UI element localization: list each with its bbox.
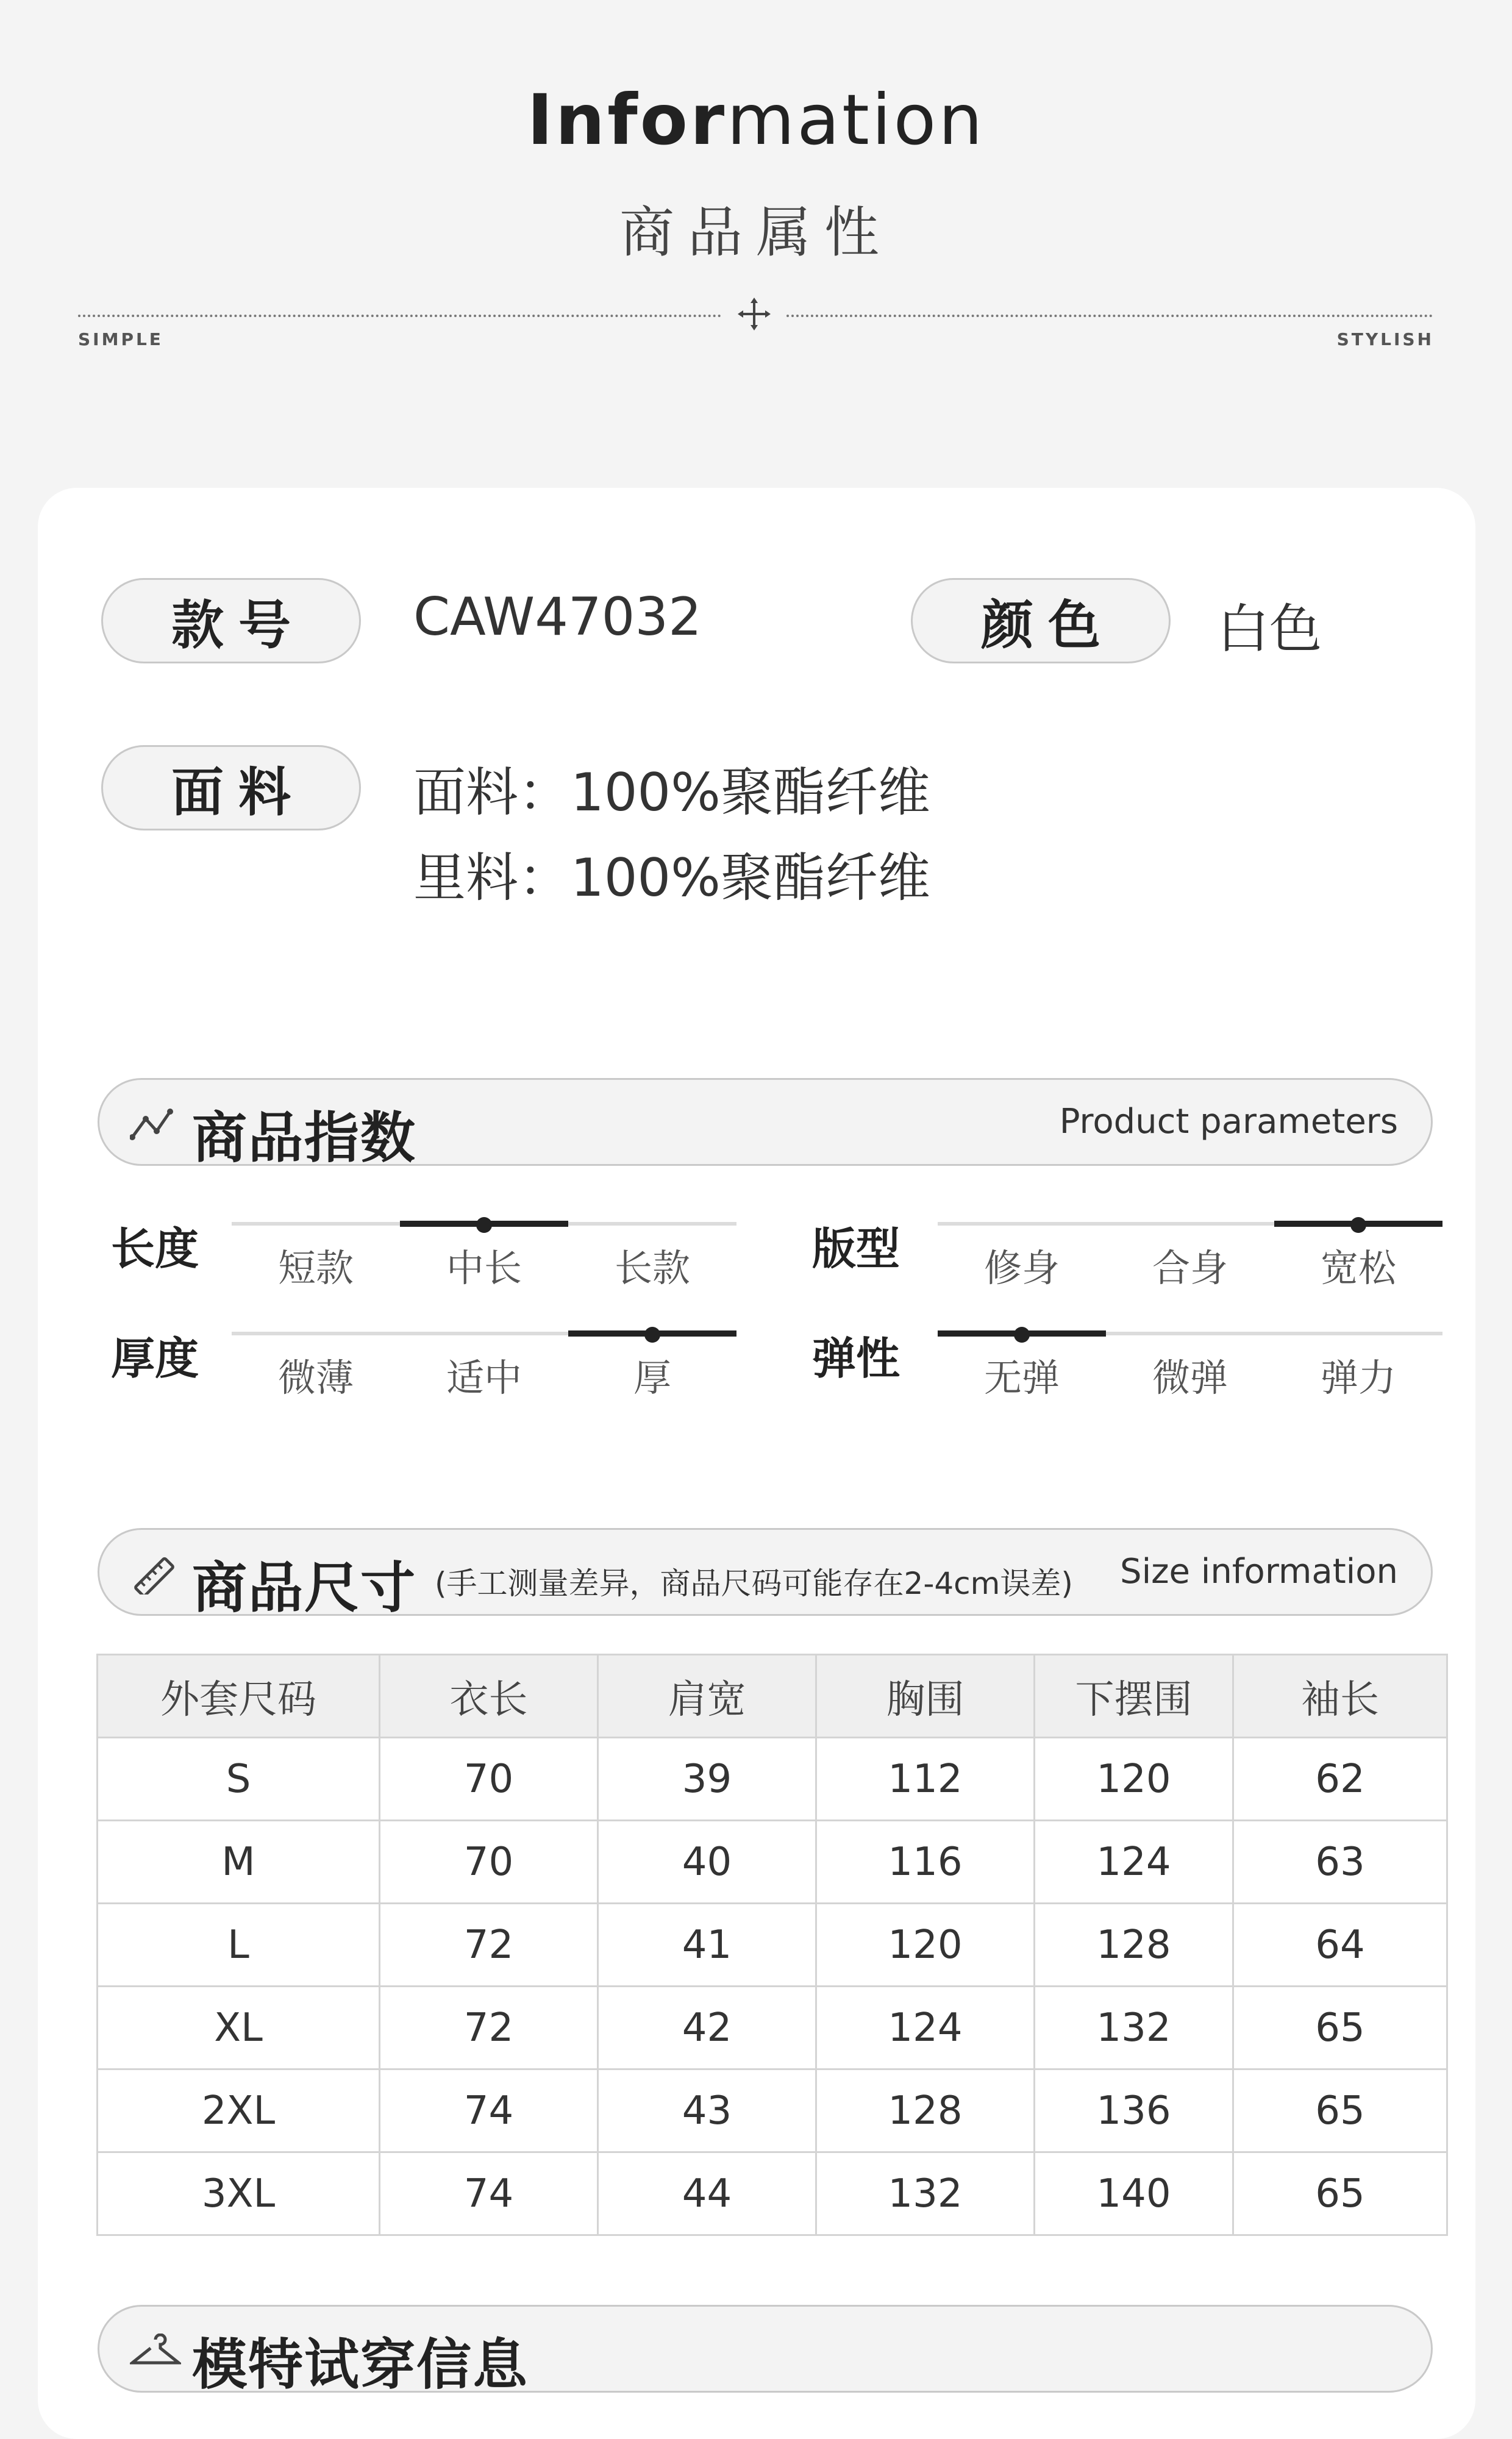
table-cell: 120 [1035,1738,1233,1821]
table-cell: 136 [1035,2069,1233,2152]
table-cell: 124 [816,1987,1035,2069]
table-cell: 65 [1233,2152,1447,2235]
table-cell: 72 [380,1987,598,2069]
caption-simple: SIMPLE [78,329,163,349]
table-cell: 120 [816,1904,1035,1987]
color-pill [911,578,1171,663]
table-cell: 70 [380,1821,598,1904]
hanger-icon [130,2334,181,2368]
line-chart-icon [130,1107,181,1141]
parameter-option: 适中 [446,1355,522,1400]
table-cell: 42 [598,1987,816,2069]
product-parameters-bar [98,1078,1433,1170]
table-row [98,1738,1447,1821]
parameter-option: 微薄 [277,1355,354,1400]
table-cell: 132 [1035,1987,1233,2069]
size-table [96,1654,1448,2236]
size-table-header: 下摆围 [1035,1655,1233,1738]
divider-left [78,315,721,317]
table-cell: 43 [598,2069,816,2152]
ruler-icon [130,1552,179,1594]
table-row [98,2069,1447,2152]
table-cell: 62 [1233,1738,1447,1821]
table-cell: L [98,1904,380,1987]
size-table-header-row [98,1655,1447,1738]
parameter-option: 长款 [614,1246,690,1290]
model-info-title: 模特试穿信息 [192,2333,529,2397]
fabric-label: 面料 [171,762,305,823]
parameter-option: 宽松 [1320,1246,1396,1290]
move-arrows-icon [738,298,771,330]
parameter-label: 版型 [812,1223,900,1274]
parameter-selected-dot [1350,1217,1366,1233]
parameter-option: 短款 [277,1246,354,1290]
parameter-option: 无弹 [983,1355,1060,1400]
color-label: 颜色 [981,595,1115,656]
table-cell: 2XL [98,2069,380,2152]
table-row [98,2152,1447,2235]
size-table-header: 外套尺码 [98,1655,380,1738]
size-table-header: 胸围 [816,1655,1035,1738]
table-cell: 3XL [98,2152,380,2235]
table-cell: 41 [598,1904,816,1987]
parameter-option: 中长 [446,1246,522,1290]
size-information-bar [98,1528,1433,1620]
size-table-header: 袖长 [1233,1655,1447,1738]
table-cell: XL [98,1987,380,2069]
table-cell: 64 [1233,1904,1447,1987]
title-rest-part: mation [727,79,985,160]
table-cell: 132 [816,2152,1035,2235]
table-cell: S [98,1738,380,1821]
table-cell: 70 [380,1738,598,1821]
parameter-option: 微弹 [1152,1355,1228,1400]
page-title-cn: 商品属性 [619,201,893,265]
size-measure-note: (手工测量差异，商品尺码可能存在2-4cm误差) [435,1566,1073,1601]
product-parameters-subtitle: Product parameters [1059,1102,1398,1141]
parameter-selected-dot [1014,1327,1030,1343]
table-cell: 112 [816,1738,1035,1821]
parameter-label: 长度 [111,1223,199,1274]
fabric-outer-value: 面料：100%聚酯纤维 [413,762,930,823]
table-cell: 116 [816,1821,1035,1904]
table-row [98,1821,1447,1904]
table-cell: 140 [1035,2152,1233,2235]
table-cell: 128 [1035,1904,1233,1987]
table-cell: 74 [380,2152,598,2235]
table-row [98,1987,1447,2069]
style-number-label: 款号 [171,595,305,656]
product-parameters-title: 商品指数 [192,1106,416,1170]
table-row [98,1904,1447,1987]
fabric-pill [101,745,361,830]
table-cell: 74 [380,2069,598,2152]
caption-stylish: STYLISH [1336,329,1434,349]
parameter-option: 弹力 [1320,1355,1396,1400]
table-cell: 40 [598,1821,816,1904]
table-cell: 72 [380,1904,598,1987]
parameter-selected-dot [476,1217,492,1233]
table-cell: 65 [1233,1987,1447,2069]
size-table-header: 衣长 [380,1655,598,1738]
color-value: 白色 [1217,599,1322,660]
size-table-header: 肩宽 [598,1655,816,1738]
fabric-lining-value: 里料：100%聚酯纤维 [413,848,930,909]
parameter-selected-dot [644,1327,660,1343]
table-cell: 124 [1035,1821,1233,1904]
model-info-bar [98,2305,1433,2397]
page-title-en [0,79,1512,160]
parameter-option: 修身 [983,1246,1060,1290]
parameter-label: 厚度 [111,1333,199,1384]
table-cell: 128 [816,2069,1035,2152]
divider-right [786,315,1433,317]
table-cell: 65 [1233,2069,1447,2152]
table-cell: 44 [598,2152,816,2235]
style-number-pill [101,578,361,663]
title-bold-part: Infor [527,79,727,160]
table-cell: 63 [1233,1821,1447,1904]
table-cell: M [98,1821,380,1904]
parameter-label: 弹性 [812,1333,900,1384]
table-cell: 39 [598,1738,816,1821]
parameter-option: 厚 [633,1355,671,1400]
parameter-option: 合身 [1152,1246,1228,1290]
style-number-value: CAW47032 [413,587,702,648]
size-information-subtitle: Size information [1120,1552,1398,1591]
size-information-title: 商品尺寸 [192,1556,416,1620]
